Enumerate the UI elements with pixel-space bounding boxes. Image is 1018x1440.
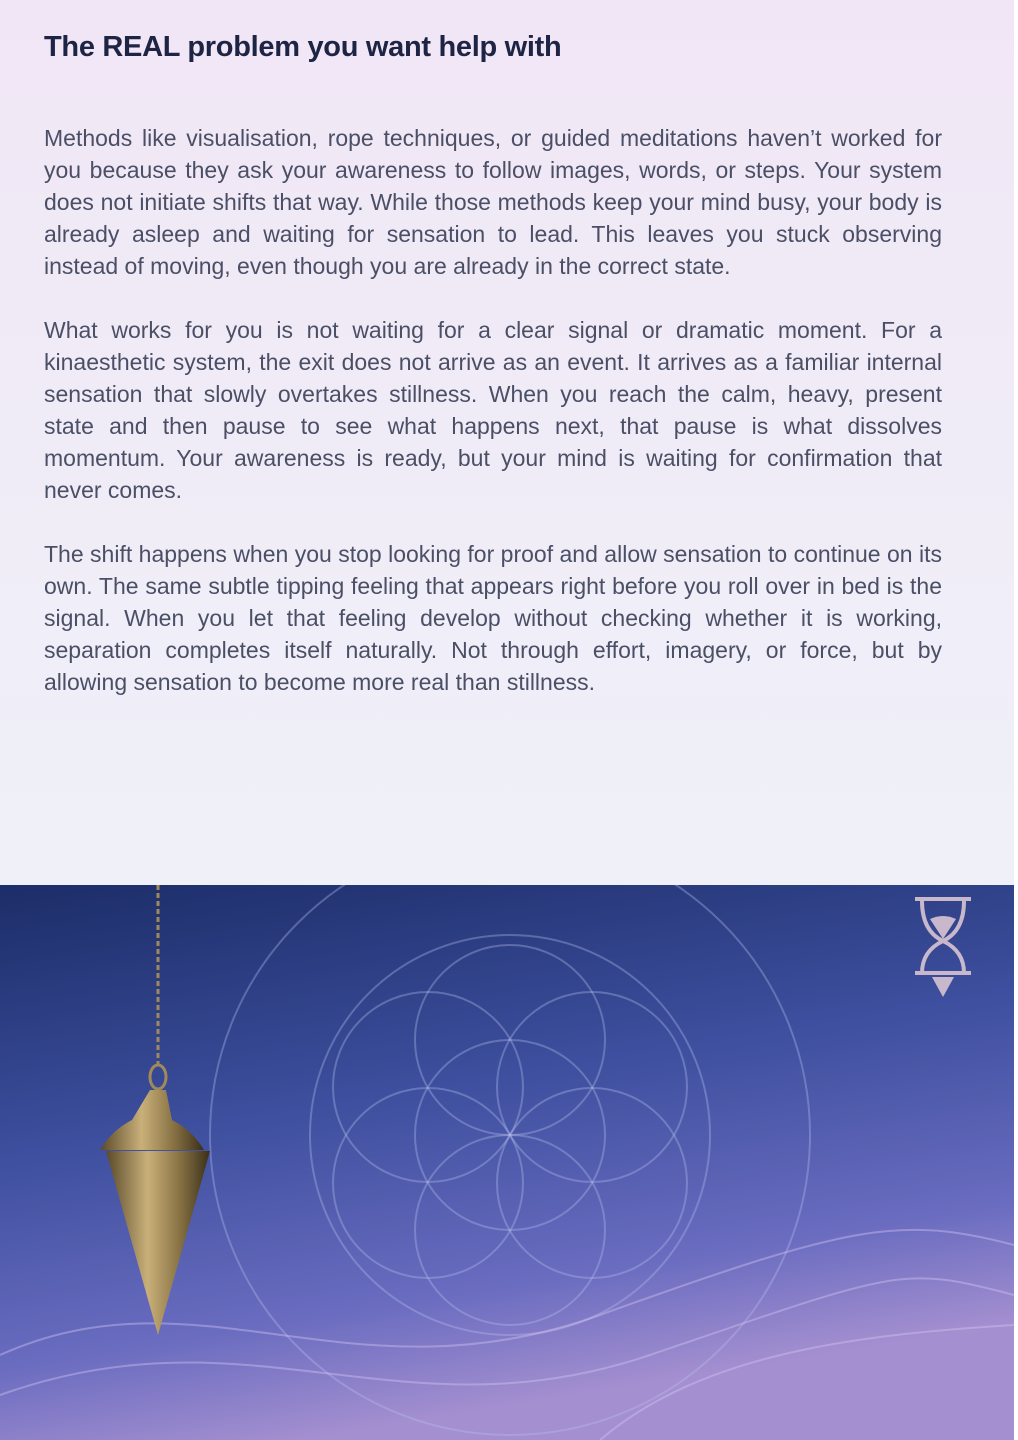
- paragraph-3: The shift happens when you stop looking for proof and allow sensation to continue on its own. The same subtle tipping feeling that appears right before you roll over in bed is the signal. When you let that feeling develop without checking whether it is working, separation completes itself naturally. Not through effort, imagery, or force, but by allowing sensation to become more real than stillness.: [44, 541, 942, 695]
- text-section: [44, 24, 942, 698]
- hero-image: [0, 885, 1014, 1440]
- paragraph-1: Methods like visualisation, rope techniques, or guided meditations haven’t worked for you because they ask your awareness to follow images, words, or steps. Your system does not initiate shifts that way. While those methods keep your mind busy, your body is already asleep and waiting for sensation to lead. This leaves you stuck observing instead of moving, even though you are already in the correct state.: [44, 125, 942, 279]
- paragraph-2: What works for you is not waiting for a clear signal or dramatic moment. For a kinaesthetic system, the exit does not arrive as an event. It arrives as a familiar internal sensation that slowly overtakes stillness. When you reach the calm, heavy, present state and then pause to see what happens next, that pause is what dissolves momentum. Your awareness is ready, but your mind is waiting for confirmation that never comes.: [44, 317, 942, 503]
- page-edge: [1014, 0, 1018, 1440]
- page-title: The REAL problem you want help with: [44, 31, 562, 63]
